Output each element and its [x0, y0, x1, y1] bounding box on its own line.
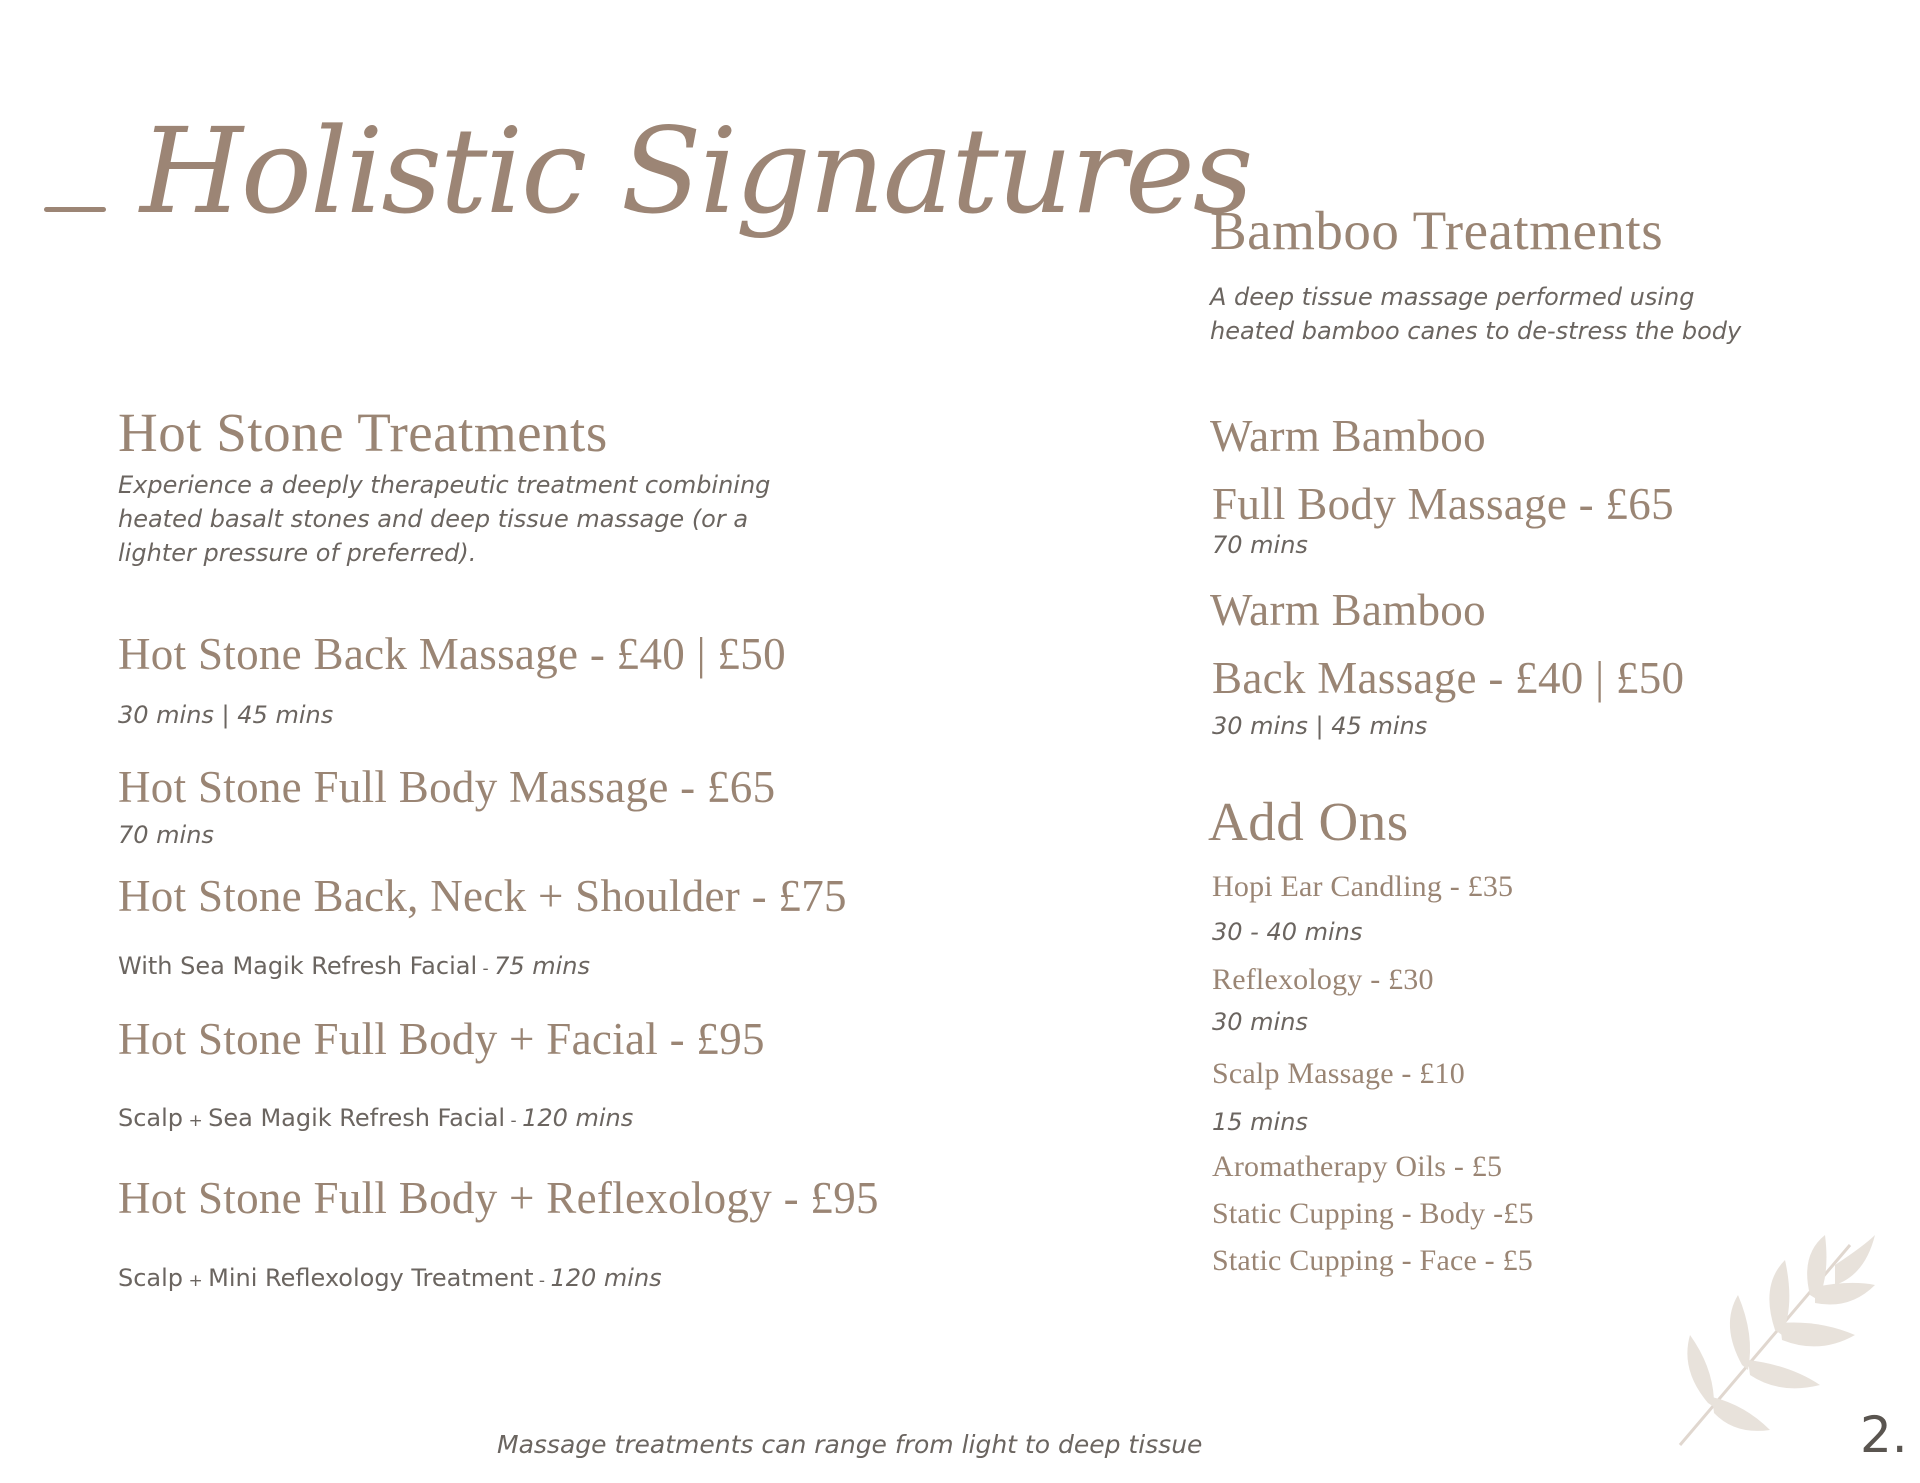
add-on-hopi-duration: 30 - 40 mins — [1212, 918, 1363, 946]
add-on-cupping-body-title: Static Cupping - Body -£5 — [1212, 1197, 1534, 1230]
bamboo-full-body-line2: Full Body Massage - £65 — [1212, 479, 1674, 529]
bamboo-back-duration: 30 mins | 45 mins — [1212, 712, 1428, 740]
add-ons-heading: Add Ons — [1208, 791, 1409, 852]
bamboo-description-line: A deep tissue massage performed using — [1210, 283, 1695, 311]
add-on-scalp-duration: 15 mins — [1212, 1108, 1308, 1136]
detail-text: Scalp — [118, 1104, 184, 1132]
detail-separator: - — [505, 1111, 523, 1131]
add-on-aromatherapy-title: Aromatherapy Oils - £5 — [1212, 1150, 1503, 1183]
hot-stone-heading: Hot Stone Treatments — [118, 402, 608, 463]
title-dash — [44, 207, 106, 212]
detail-time: 120 mins — [550, 1264, 662, 1292]
leaf-branch-icon — [1650, 1225, 1890, 1455]
hot-stone-back-duration: 30 mins | 45 mins — [118, 701, 334, 729]
detail-text: Scalp — [118, 1264, 184, 1292]
hot-stone-facial-detail — [118, 1106, 633, 1130]
add-on-scalp-title: Scalp Massage - £10 — [1212, 1057, 1465, 1090]
hot-stone-description — [118, 468, 770, 570]
detail-plus: + — [183, 1111, 209, 1131]
hot-stone-bns-detail — [118, 954, 590, 978]
bamboo-heading: Bamboo Treatments — [1210, 200, 1664, 261]
detail-plus: + — [183, 1271, 209, 1291]
bamboo-back-line2: Back Massage - £40 | £50 — [1212, 653, 1685, 703]
bamboo-full-body-duration: 70 mins — [1212, 531, 1308, 559]
hot-stone-bns-title: Hot Stone Back, Neck + Shoulder - £75 — [118, 871, 847, 921]
detail-time: 75 mins — [494, 952, 590, 980]
detail-text: Mini Reflexology Treatment — [208, 1264, 534, 1292]
hot-stone-back-title: Hot Stone Back Massage - £40 | £50 — [118, 629, 786, 679]
detail-text: With Sea Magik Refresh Facial — [118, 952, 478, 980]
hot-stone-reflexology-detail — [118, 1266, 662, 1290]
hot-stone-description-line: Experience a deeply therapeutic treatment combining — [118, 471, 771, 499]
page-title: Holistic Signatures — [140, 102, 1252, 240]
detail-time: 120 mins — [522, 1104, 634, 1132]
detail-text: Sea Magik Refresh Facial — [208, 1104, 506, 1132]
hot-stone-description-line: heated basalt stones and deep tissue massage (or a — [118, 505, 749, 533]
hot-stone-full-body-duration: 70 mins — [118, 821, 214, 849]
add-on-hopi-title: Hopi Ear Candling - £35 — [1212, 870, 1514, 903]
hot-stone-facial-title: Hot Stone Full Body + Facial - £95 — [118, 1014, 765, 1064]
add-on-cupping-face-title: Static Cupping - Face - £5 — [1212, 1244, 1533, 1277]
hot-stone-description-line: lighter pressure of preferred). — [118, 539, 477, 567]
bamboo-description — [1210, 280, 1741, 348]
bamboo-description-line: heated bamboo canes to de-stress the body — [1210, 317, 1742, 345]
bamboo-full-body-line1: Warm Bamboo — [1210, 411, 1486, 461]
detail-separator: - — [533, 1271, 551, 1291]
footer-note: Massage treatments can range from light to deep tissue — [497, 1430, 1203, 1459]
add-on-reflexology-title: Reflexology - £30 — [1212, 963, 1434, 996]
add-on-reflexology-duration: 30 mins — [1212, 1008, 1308, 1036]
hot-stone-reflexology-title: Hot Stone Full Body + Reflexology - £95 — [118, 1173, 879, 1223]
detail-separator: - — [477, 959, 495, 979]
bamboo-back-line1: Warm Bamboo — [1210, 585, 1486, 635]
hot-stone-full-body-title: Hot Stone Full Body Massage - £65 — [118, 762, 776, 812]
page-number: 2. — [1860, 1406, 1908, 1464]
